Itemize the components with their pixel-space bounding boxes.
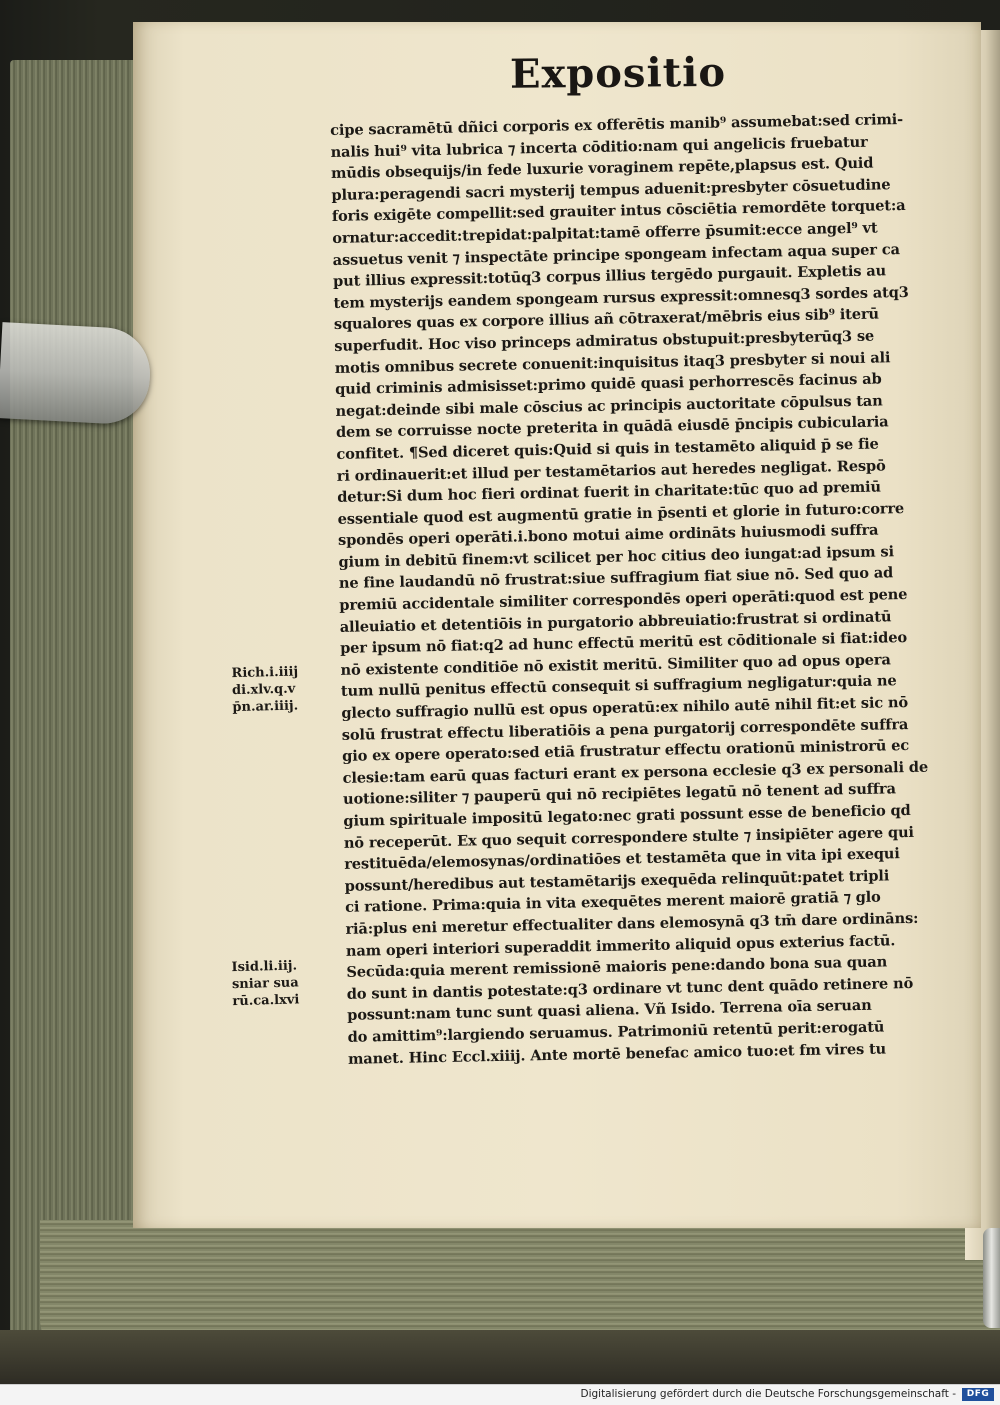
body-line: riā:plus eni meretur effectualiter dans elemosynā q3 tm̄ dare ordināns: xyxy=(345,909,919,938)
body-line: ci ratione. Prima:quia in vita exequētes merent maiorē gratiā ⁊ glo xyxy=(344,888,881,917)
body-line: dem se corruisse nocte preterita in quādā eiusdē p̄ncipis cubicularia xyxy=(335,413,889,442)
body-line: solū frustrat effectu liberatiōis a pena purgatorij correspondēte suffra xyxy=(341,715,909,744)
body-line: nō existente conditiōe nō existit meritū. Similiter quo ad opus opera xyxy=(340,651,891,679)
body-line: uotione:siliter ⁊ pauperū qui nō recipiētes legatū nō tenent ad suffra xyxy=(342,780,896,809)
body-line: motis omnibus secrete conuenit:inquisitus itaq3 presbyter si noui ali xyxy=(334,348,891,377)
body-line: clesie:tam earū quas facturi erant ex persona ecclesie q3 ex personali de xyxy=(342,758,929,787)
margin-note-line: di.xlv.q.v xyxy=(231,681,296,699)
body-line: squalores quas ex corpore illius añ cōtraxerat/mēbris eius sib⁹ iterū xyxy=(333,305,880,334)
footer-credit: Digitalisierung gefördert durch die Deutsche Forschungsgemeinschaft - xyxy=(580,1388,956,1400)
footer-bar xyxy=(0,1384,1000,1405)
body-line: negat:deinde sibi male cōscius ac principis auctoritate cōpulsus tan xyxy=(335,392,883,420)
book-edge-left xyxy=(10,60,140,1340)
page-clip xyxy=(983,1228,1000,1328)
body-line: gium spirituale impositū legato:nec grati possunt esse de beneficio qd xyxy=(343,801,911,830)
body-line: confitet. ¶Sed diceret quis:Quid si quis in testamēto aliquid p̄ se fie xyxy=(336,435,879,463)
body-line: detur:Si dum hoc fieri ordinat fuerit in charitate:tūc quo ad premiū xyxy=(337,478,882,507)
margin-note-line: rū.ca.lxvi xyxy=(232,992,300,1010)
body-line: gio ex opere operato:sed etiā frustratur effectu orationū ministrorū ec xyxy=(342,737,910,766)
margin-note-line: Rich.i.iiij xyxy=(231,664,299,682)
body-line: gium in debitū finem:vt scilicet per hoc citius deo iungat:ad ipsum si xyxy=(338,543,895,571)
margin-note-1 xyxy=(231,663,322,716)
body-text-block xyxy=(330,108,952,1070)
body-line: cipe sacramētū dñici corporis ex offerētis manib⁹ assumebat:sed crimi- xyxy=(330,111,904,139)
body-line: superfudit. Hoc viso princeps admiratus obstupuit:presbyterūq3 se xyxy=(334,327,875,355)
body-line: possunt:nam tunc sunt quasi aliena. Vñ Isido. Terrena oīa seruan xyxy=(347,997,872,1025)
margin-note-line: sniar sua xyxy=(231,975,299,993)
body-line: nō receperūt. Ex quo sequit correspondere stulte ⁊ insipiēter agere qui xyxy=(343,823,915,852)
body-line: alleuiatio et detentiōis in purgatorio abbreuiatio:frustrat si ordinatū xyxy=(339,607,892,636)
body-line: ri ordinauerit:et illud per testamētarios aut heredes negligat. Respō xyxy=(336,456,886,485)
body-line: put illius expressit:totūq3 corpus illius tergēdo purgauit. Expletis au xyxy=(332,262,887,291)
margin-note-2 xyxy=(231,957,322,1010)
body-line: do amittim⁹:largiendo seruamus. Patrimoniū retentū perit:erogatū xyxy=(347,1018,885,1046)
body-line: restituēda/elemosynas/ordinatiōes et testamēta que in vita ipi exequi xyxy=(344,845,900,874)
body-line: ne fine laudandū nō frustrat:siue suffragium fiat siue nō. Sed quo ad xyxy=(338,564,894,593)
page-holder-strip xyxy=(0,322,152,426)
body-line: assuetus venit ⁊ inspectāte principe spongeam infectam aqua super ca xyxy=(332,240,900,269)
dfg-logo: DFG xyxy=(962,1388,994,1401)
body-line: per ipsum nō fiat:q2 ad hunc effectū meritū est cōditionale si fiat:ideo xyxy=(339,629,908,658)
body-line: possunt/heredibus aut testamētarijs exequēda relinquūt:patet tripli xyxy=(344,867,890,895)
body-line: foris exigēte compellit:sed grauiter intus cōsciētia remordēte torquet:a xyxy=(331,197,906,226)
body-line: premiū accidentale similiter correspondēs operi operāti:quod est pene xyxy=(339,586,908,614)
running-title: Expositio xyxy=(509,48,727,98)
body-line: quid criminis admisisset:primo quidē quasi perhorrescēs facinus ab xyxy=(335,370,882,399)
margin-note-line: Isid.li.iij. xyxy=(231,958,298,976)
body-line: essentiale quod est augmentū gratie in p̄senti et glorie in futuro:corre xyxy=(337,499,905,528)
body-line: ornatur:accedit:trepidat:palpitat:tamē offerre p̄sumit:ecce angel⁹ vt xyxy=(332,219,878,247)
body-line: mūdis obsequijs/in fede luxurie voraginem repēte,plapsus est. Quid xyxy=(330,154,874,183)
book-cover-bottom xyxy=(0,1330,1000,1384)
body-line: spondēs operi operāti.i.bono motui aime ordināts huiusmodi suffra xyxy=(337,521,879,550)
body-line: glecto suffragio nullū est opus operatū:ex nihilo autē nihil fit:et sic nō xyxy=(341,694,909,722)
margin-note-line: p̄n.ar.iiij. xyxy=(232,698,299,716)
body-line: manet. Hinc Eccl.xiiij. Ante mortē benefac amico tuo:et fm vires tu xyxy=(347,1040,887,1068)
body-line: plura:peragendi sacri mysterij tempus aduenit:presbyter cōsuetudine xyxy=(331,176,891,204)
body-line: Secūda:quia merent remissionē maioris pene:dando bona sua quan xyxy=(346,953,888,981)
body-line: nalis hui⁹ vita lubrica ⁊ incerta cōditio:nam qui angelicis fruebatur xyxy=(330,133,868,161)
body-line: nam operi interiori superaddit immerito aliquid opus exterius factū. xyxy=(345,931,896,960)
body-line: tum nullū penitus effectū consequit si suffragium negligatur:quia ne xyxy=(340,672,897,701)
body-line: tem mysterijs eandem spongeam rursus expressit:omnesq3 sordes atq3 xyxy=(333,283,909,312)
body-line: do sunt in dantis potestate:q3 ordinare vt tunc dent quādo retinere nō xyxy=(346,974,914,1003)
